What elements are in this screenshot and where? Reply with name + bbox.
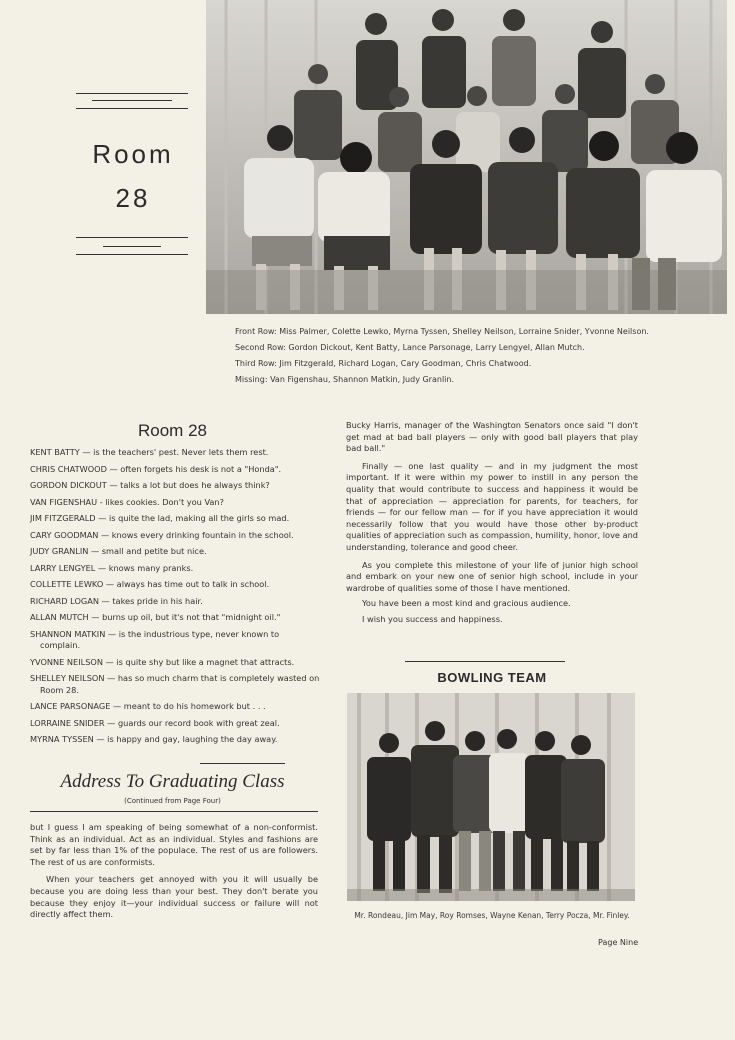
- list-item: VAN FIGENSHAU - likes cookies. Don't you Van?: [30, 496, 224, 507]
- list-item: ALLAN MUTCH — burns up oil, but it's not that "midnight oil.": [30, 612, 281, 622]
- list-item: MYRNA TYSSEN — is happy and gay, laughing the day away.: [30, 734, 278, 744]
- list-item: JUDY GRANLIN — small and petite but nice.: [30, 546, 207, 556]
- bowling-heading: BOWLING TEAM: [437, 670, 547, 685]
- page-title-line1: Room: [92, 139, 174, 169]
- room-entries: [30, 447, 320, 751]
- caption-third-row: Third Row: Jim Fitzgerald, Richard Logan, Cary Goodman, Chris Chatwood.: [235, 359, 532, 368]
- title-rule: [76, 108, 188, 109]
- body-paragraph: As you complete this milestone of your life of junior high school and embark on your new one of senior high school, include in your wardrobe of qualities some of those I have mentioned.: [346, 559, 638, 593]
- list-item: COLLETTE LEWKO — always has time out to talk in school.: [30, 579, 270, 589]
- list-item: YVONNE NEILSON — is quite shy but like a magnet that attracts.: [30, 656, 295, 667]
- caption-front-row: Front Row: Miss Palmer, Colette Lewko, Myrna Tyssen, Shelley Neilson, Lorraine Snider, Yvonne Neilson.: [235, 327, 649, 336]
- caption-missing: Missing: Van Figenshau, Shannon Matkin, Judy Granlin.: [235, 375, 455, 384]
- caption-second-row: Second Row: Gordon Dickout, Kent Batty, Lance Parsonage, Larry Lengyel, Allan Mutch.: [235, 343, 585, 352]
- address-paragraph: but I guess I am speaking of being somewhat of a non-conformist. Think as an individual. Act as an individual. Styles and fashions are set by far less than 1% of the populace. The rest of us are followers. The rest of us are conformists.: [30, 822, 318, 867]
- title-rule: [76, 237, 188, 238]
- room-section-heading: Room 28: [138, 421, 207, 440]
- page-number: Page Nine: [598, 938, 639, 947]
- section-divider: [405, 661, 565, 662]
- body-paragraph: You have been a most kind and gracious audience.: [362, 598, 571, 609]
- address-paragraph: When your teachers get annoyed with you it will usually be because you are doing less than your best. They don't berate you because they enjoy it—your individual success or failure will not directly affect them.: [30, 874, 318, 920]
- title-rule: [76, 254, 188, 255]
- list-item: CHRIS CHATWOOD — often forgets his desk is not a "Honda".: [30, 463, 282, 474]
- list-item: GORDON DICKOUT — talks a lot but does he always think?: [30, 480, 270, 490]
- section-divider: [30, 811, 318, 812]
- body-paragraph: I wish you success and happiness.: [362, 613, 503, 624]
- title-rule: [103, 246, 161, 247]
- body-paragraph: Finally — one last quality — and in my judgment the most important. If it were within my power to instill in any person the quality that would contribute to success and happiness it would be that of appreciation — appreciation for parents, for teachers, for friends — for our fellow man — for if you have appreciation it would necessarily follow that you would have those other by-product qualities of appreciation such as compassion, humility, honor, love and understanding, tolerance and good cheer.: [346, 460, 638, 552]
- address-body: [30, 822, 318, 921]
- list-item: LANCE PARSONAGE — meant to do his homework but . . .: [30, 701, 266, 711]
- section-divider: [200, 763, 285, 764]
- page-title-line2: 28: [115, 183, 151, 213]
- list-item: KENT BATTY — is the teachers' pest. Never lets them rest.: [30, 447, 269, 457]
- list-item: LARRY LENGYEL — knows many pranks.: [30, 562, 194, 573]
- right-column-body: [346, 420, 638, 626]
- list-item: LORRAINE SNIDER — guards our record book with great zeal.: [30, 717, 280, 728]
- title-rule: [92, 100, 172, 101]
- list-item: JIM FITZGERALD — is quite the lad, making all the girls so mad.: [30, 513, 290, 523]
- list-item: RICHARD LOGAN — takes pride in his hair.: [30, 595, 203, 606]
- address-heading: Address To Graduating Class: [60, 771, 285, 792]
- list-item: CARY GOODMAN — knows every drinking fountain in the school.: [30, 529, 294, 540]
- list-item: SHELLEY NEILSON — has so much charm that is completely wasted on Room 28.: [30, 673, 320, 695]
- list-item: SHANNON MATKIN — is the industrious type, never known to complain.: [30, 628, 280, 650]
- title-rule: [76, 93, 188, 94]
- class-photo-caption: [235, 326, 675, 390]
- bowling-caption: Mr. Rondeau, Jim May, Roy Romses, Wayne Kenan, Terry Pocza, Mr. Finley.: [354, 911, 630, 920]
- class-photo: [206, 0, 727, 314]
- continued-note: (Continued from Page Four): [124, 797, 221, 805]
- bowling-team-photo: [347, 693, 635, 901]
- body-paragraph: Bucky Harris, manager of the Washington Senators once said "I don't get mad at bad ball players — only with good ball players that play bad ball.": [346, 420, 638, 454]
